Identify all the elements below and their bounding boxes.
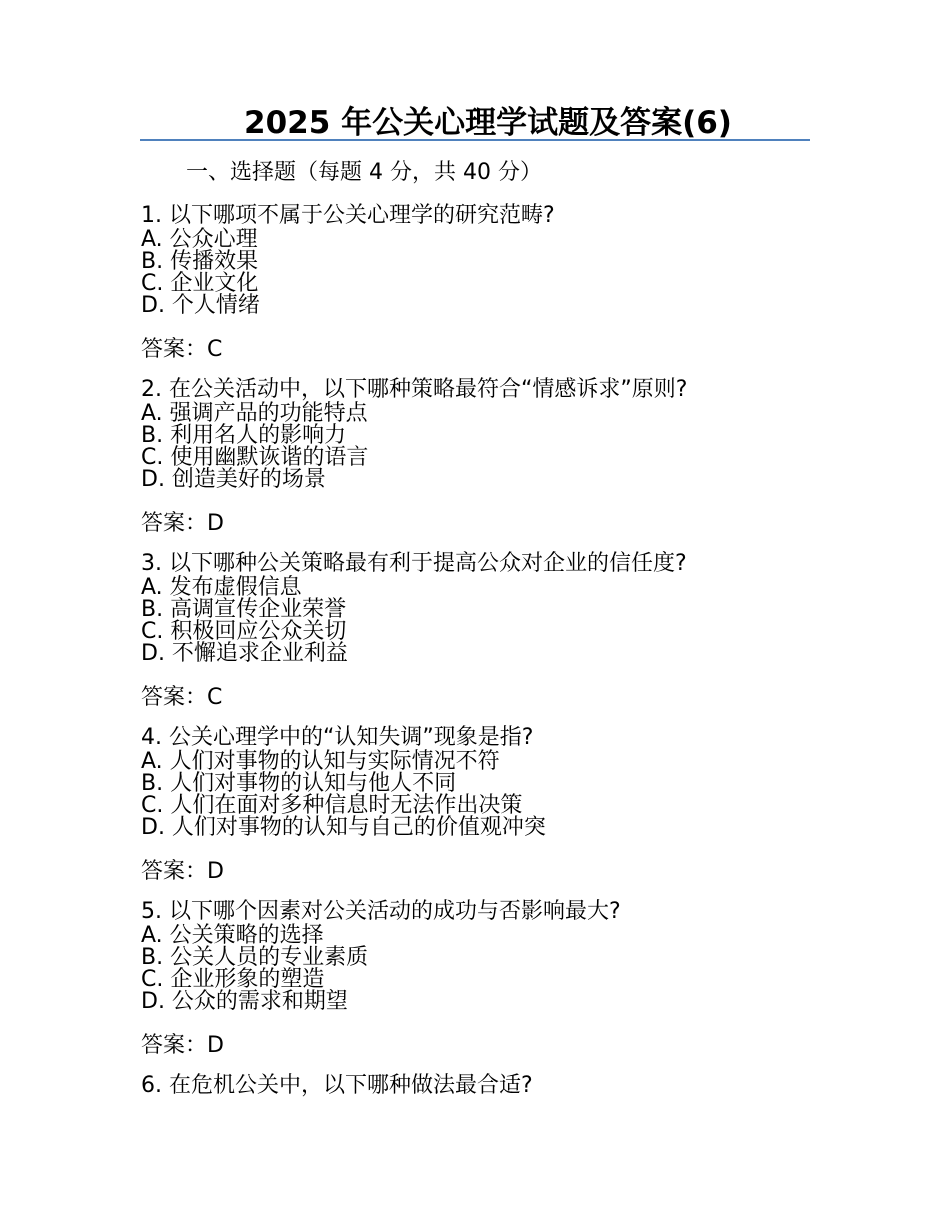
question-text: 5. 以下哪个因素对公关活动的成功与否影响最大? [141,899,621,924]
option-d: D. 创造美好的场景 [141,467,326,492]
question-text: 1. 以下哪项不属于公关心理学的研究范畴? [141,203,555,228]
option-b: B. 高调宣传企业荣誉 [141,597,347,622]
question-6 [141,1073,821,1099]
answer-text: 答案：D [141,1033,224,1058]
option-b: B. 利用名人的影响力 [141,423,347,448]
question-text: 4. 公关心理学中的“认知失调”现象是指? [141,725,534,750]
option-c: C. 使用幽默诙谐的语言 [141,445,369,470]
option-a: A. 强调产品的功能特点 [141,401,368,426]
option-a: A. 人们对事物的认知与实际情况不符 [141,749,500,774]
question-2 [141,377,821,537]
section-heading: 一、选择题（每题 4 分，共 40 分） [186,160,542,185]
title-underline [140,139,810,141]
answer-text: 答案：C [141,337,223,362]
document-title: 2025 年公关心理学试题及答案(6) [244,105,732,141]
option-a: A. 发布虚假信息 [141,575,302,600]
option-c: C. 人们在面对多种信息时无法作出决策 [141,793,523,818]
option-c: C. 企业文化 [141,271,259,296]
option-d: D. 公众的需求和期望 [141,989,348,1014]
option-d: D. 个人情绪 [141,293,260,318]
answer-text: 答案：D [141,511,224,536]
option-a: A. 公关策略的选择 [141,923,324,948]
option-d: D. 不懈追求企业利益 [141,641,348,666]
answer-text: 答案：C [141,685,223,710]
option-d: D. 人们对事物的认知与自己的价值观冲突 [141,815,546,840]
option-b: B. 公关人员的专业素质 [141,945,369,970]
option-b: B. 传播效果 [141,249,259,274]
option-b: B. 人们对事物的认知与他人不同 [141,771,457,796]
question-4 [141,725,821,885]
option-c: C. 积极回应公众关切 [141,619,347,644]
question-text: 6. 在危机公关中，以下哪种做法最合适? [141,1073,533,1098]
question-text: 3. 以下哪种公关策略最有利于提高公众对企业的信任度? [141,551,687,576]
answer-text: 答案：D [141,859,224,884]
question-3 [141,551,821,711]
option-a: A. 公众心理 [141,227,258,252]
question-5 [141,899,821,1059]
option-c: C. 企业形象的塑造 [141,967,325,992]
question-1 [141,203,821,363]
question-text: 2. 在公关活动中，以下哪种策略最符合“情感诉求”原则? [141,377,688,402]
